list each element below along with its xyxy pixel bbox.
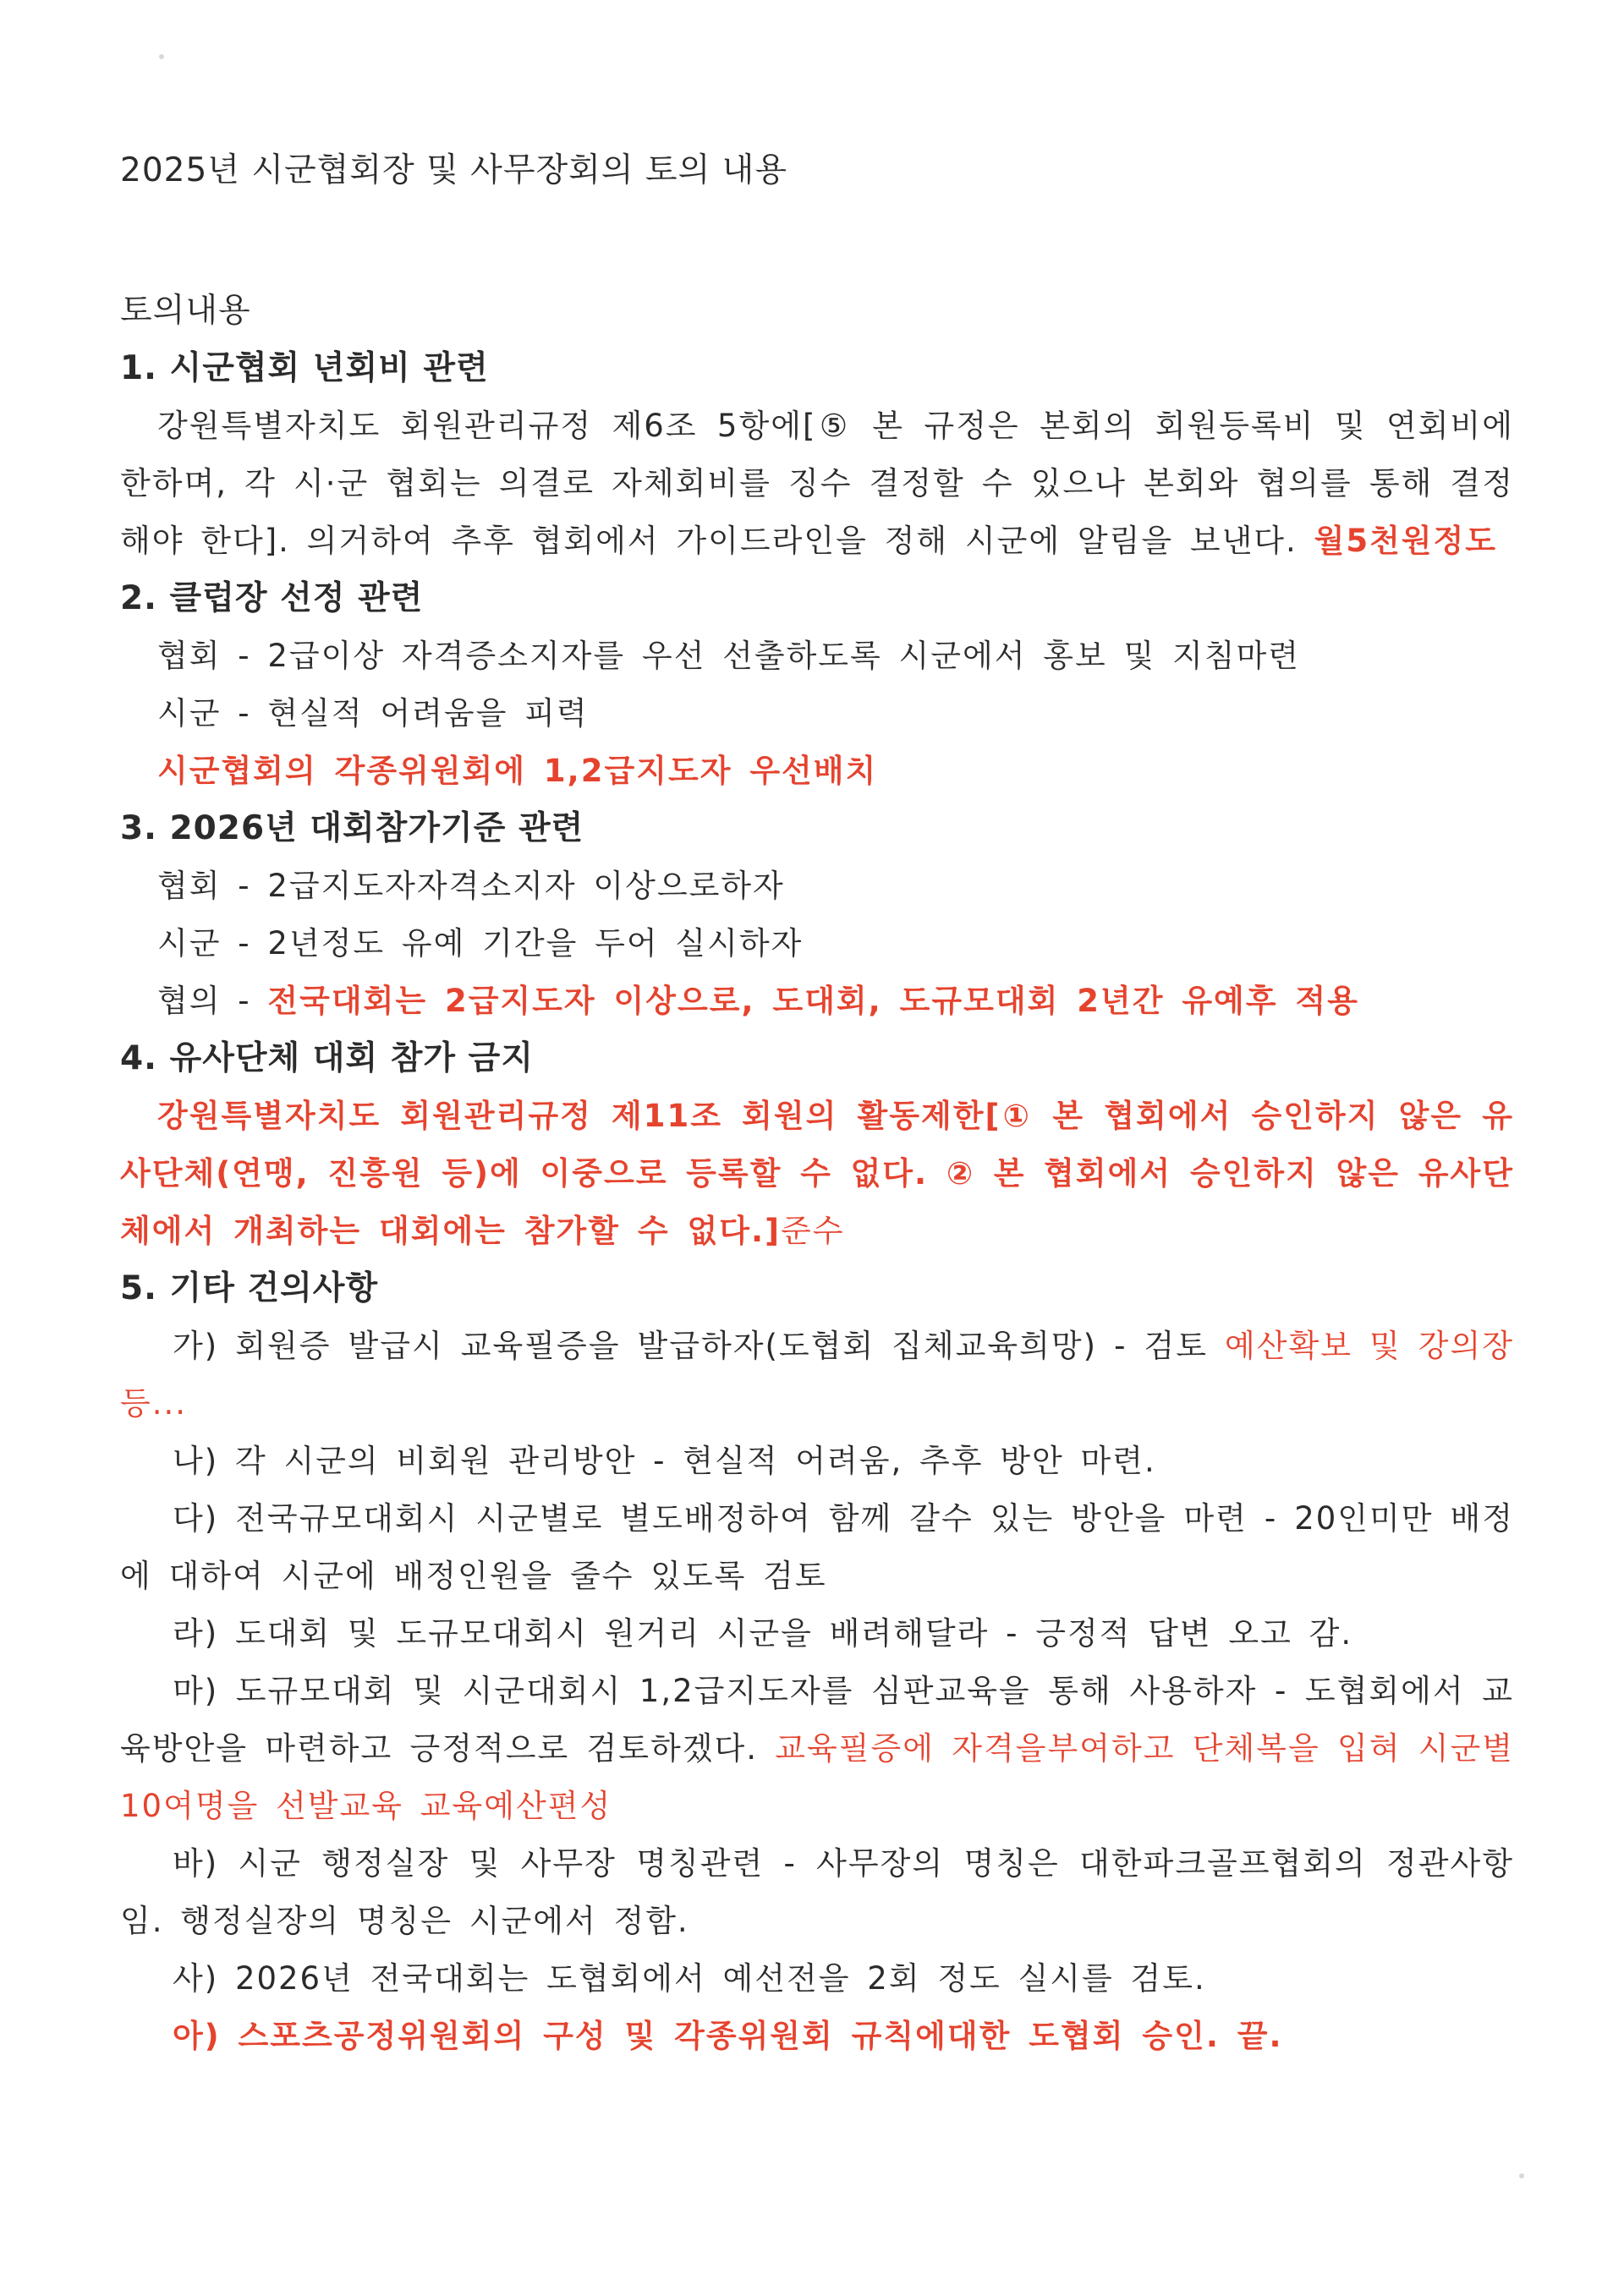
item4-suffix: 준수 bbox=[781, 1213, 845, 1249]
item5-ga bbox=[120, 1318, 1514, 1433]
item4-body bbox=[120, 1088, 1514, 1260]
scan-speck bbox=[159, 54, 164, 59]
item2-line1: 협회 - 2급이상 자격증소지자를 우선 선출하도록 시군에서 홍보 및 지침마련 bbox=[157, 638, 1301, 674]
item3-result-text: 전국대회는 2급지도자 이상으로, 도대회, 도규모대회 2년간 유예후 적용 bbox=[267, 983, 1359, 1019]
item5-sa: 사) 2026년 전국대회는 도협회에서 예선전을 2회 정도 실시를 검토. bbox=[173, 1960, 1206, 1997]
item2-line2: 시군 - 현실적 어려움을 피력 bbox=[157, 695, 589, 732]
item5-ga-text: 가) 회원증 발급시 교육필증을 발급하자(도협회 집체교육희망) - 검토 bbox=[173, 1328, 1225, 1364]
section-label: 토의내용 bbox=[120, 292, 251, 330]
item1-body-text: 강원특별자치도 회원관리규정 제6조 5항에[⑤ 본 규정은 본회의 회원등록비 및 연회비에 한하며, 각 시·군 협회는 의결로 자체회비를 징수 결정할 수 있으나 본회와 협의를 통해 결정해야 한다]. 의거하여 추후 협회에서 가이드라인을 정해 시군에 알림을 보낸다. bbox=[120, 408, 1514, 559]
document-page bbox=[120, 142, 1514, 2065]
item5-ma-highlight: 교육필증에 자격을부여하고 단체복을 입혀 시군별10여명을 선발교육 교육예산편성 bbox=[120, 1730, 1514, 1824]
item4-title: 4. 유사단체 대회 참가 금지 bbox=[120, 1039, 535, 1077]
item4-body-text: 강원특별자치도 회원관리규정 제11조 회원의 활동제한[① 본 협회에서 승인하지 않은 유사단체(연맹, 진흥원 등)에 이중으로 등록할 수 없다. ② 본 협회에서 승인하지 않은 유사단체에서 개최하는 대회에는 참가할 수 없다.] bbox=[120, 1098, 1514, 1249]
item5-ga-highlight: 예산확보 및 강의장등... bbox=[120, 1328, 1514, 1422]
item1-highlight: 월5천원정도 bbox=[1314, 523, 1498, 559]
item3-line2: 시군 - 2년정도 유예 기간을 두어 실시하자 bbox=[157, 925, 804, 962]
item3-line1: 협회 - 2급지도자자격소지자 이상으로하자 bbox=[157, 868, 785, 904]
item1-body bbox=[120, 397, 1514, 570]
scan-speck bbox=[1519, 2173, 1524, 2178]
item5-ra: 라) 도대회 및 도규모대회시 원거리 시군을 배려해달라 - 긍정적 답변 오고 감. bbox=[173, 1615, 1353, 1652]
item2-result: 시군협회의 각종위원회에 1,2급지도자 우선배치 bbox=[157, 753, 878, 789]
document-title: 2025년 시군협회장 및 사무장회의 토의 내용 bbox=[120, 151, 788, 189]
item1-title: 1. 시군협회 년회비 관련 bbox=[120, 349, 489, 387]
item5-na: 나) 각 시군의 비회원 관리방안 - 현실적 어려움, 추후 방안 마련. bbox=[173, 1443, 1156, 1479]
item5-ba: 바) 시군 행정실장 및 사무장 명칭관련 - 사무장의 명칭은 대한파크골프협회의 정관사항임. 행정실장의 명칭은 시군에서 정함. bbox=[120, 1845, 1514, 1939]
item5-aa: 아) 스포츠공정위원회의 구성 및 각종위원회 규칙에대한 도협회 승인. 끝. bbox=[173, 2018, 1283, 2054]
item3-title: 3. 2026년 대회참가기준 관련 bbox=[120, 809, 584, 847]
item2-title: 2. 클럽장 선정 관련 bbox=[120, 579, 424, 617]
item5-title: 5. 기타 건의사항 bbox=[120, 1269, 379, 1307]
item3-result-prefix: 협의 - bbox=[157, 983, 268, 1019]
item3-result bbox=[120, 973, 1514, 1030]
item5-ma-text: 마) 도규모대회 및 시군대회시 1,2급지도자를 심판교육을 통해 사용하자 - 도협회에서 교육방안을 마련하고 긍정적으로 검토하겠다. bbox=[120, 1673, 1514, 1767]
item5-da: 다) 전국규모대회시 시군별로 별도배정하여 함께 갈수 있는 방안을 마련 - 20인미만 배정에 대하여 시군에 배정인원을 줄수 있도록 검토 bbox=[120, 1500, 1514, 1594]
item5-ma bbox=[120, 1663, 1514, 1835]
